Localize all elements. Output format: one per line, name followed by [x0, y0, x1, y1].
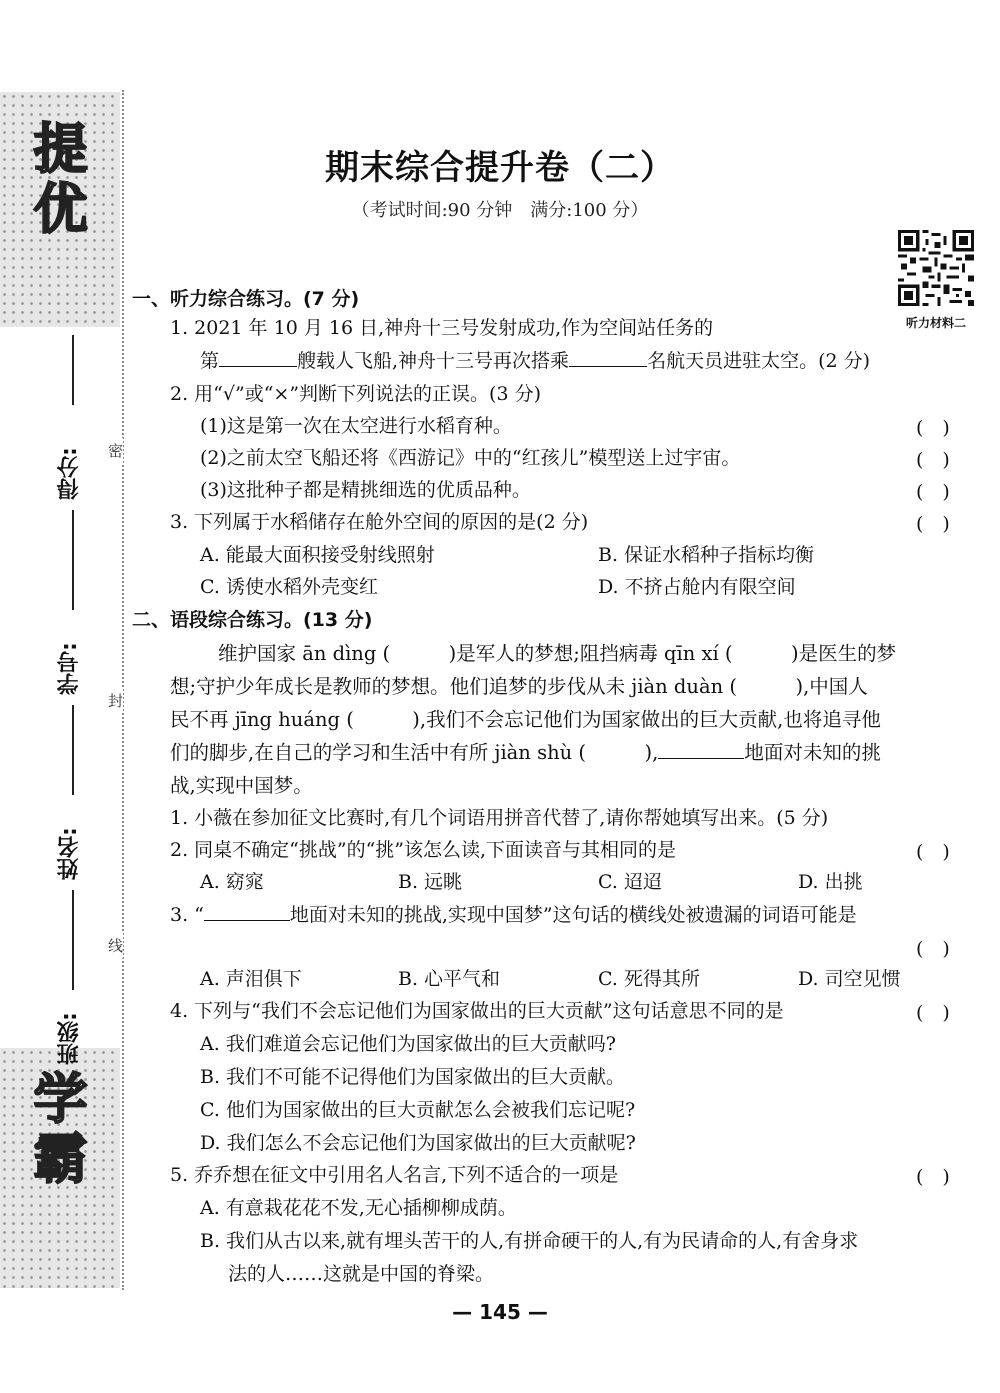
side-brand-bottom: 学霸: [25, 1070, 88, 1190]
s2-q5: 5. 乔乔想在征文中引用名人名言,下列不适合的一项是: [170, 1164, 619, 1186]
passage-line-2: 想;守护少年成长是教师的梦想。他们追梦的步伐从未 jiàn duàn ( ),中国人: [170, 675, 868, 698]
seal-mi: 密: [108, 438, 123, 463]
s2-q3-text-b: 地面对未知的挑战,实现中国梦”这句话的横线处被遗漏的词语可能是: [289, 904, 857, 926]
s2-q3-option-d[interactable]: D. 司空见惯: [798, 968, 901, 990]
s1-q2-2-answer[interactable]: ( ): [916, 449, 950, 471]
s1-q2: 2. 用“√”或“×”判断下列说法的正误。(3 分): [170, 383, 542, 405]
s2-q3-option-b[interactable]: B. 心平气和: [398, 968, 501, 990]
s2-q2-answer[interactable]: ( ): [916, 841, 950, 863]
s2-q3: [170, 902, 857, 928]
s2-q1: 1. 小薇在参加征文比赛时,有几个词语用拼音代替了,请你帮她填写出来。(5 分): [170, 807, 829, 829]
s2-q5-option-b-line1[interactable]: B. 我们从古以来,就有埋头苦干的人,有拼命硬干的人,有为民请命的人,有舍身求: [200, 1230, 859, 1252]
passage-line-4: [170, 740, 881, 766]
student-id-line[interactable]: [72, 705, 74, 795]
s1-q3-option-d[interactable]: D. 不挤占舱内有限空间: [598, 576, 796, 598]
s2-q2: 2. 同桌不确定“挑战”的“挑”该怎么读,下面读音与其相同的是: [170, 839, 677, 861]
s1-q1-line2: [200, 348, 870, 374]
passage-line-5: 战,实现中国梦。: [170, 774, 313, 797]
seal-xian: 线: [108, 933, 123, 958]
side-brand-top: 提优: [25, 120, 88, 240]
s1-q2-1-answer[interactable]: ( ): [916, 417, 950, 439]
s1-q3: 3. 下列属于水稻储存在舱外空间的原因的是(2 分): [170, 511, 589, 533]
s1-q3-option-a[interactable]: A. 能最大面积接受射线照射: [200, 544, 435, 566]
s1-q2-3-answer[interactable]: ( ): [916, 481, 950, 503]
s2-q4-option-a[interactable]: A. 我们难道会忘记他们为国家做出的巨大贡献吗?: [200, 1033, 616, 1055]
section-1-heading: 一、听力综合练习。(7 分): [132, 288, 360, 310]
s2-q2-option-c[interactable]: C. 迢迢: [598, 871, 662, 893]
section-2-heading: 二、语段综合练习。(13 分): [132, 609, 373, 631]
s1-q3-option-b[interactable]: B. 保证水稻种子指标均衡: [598, 544, 815, 566]
score-line[interactable]: [72, 510, 74, 610]
s2-q2-option-a[interactable]: A. 窈窕: [200, 871, 264, 893]
s1-q1-text-c: 名航天员进驻太空。(2 分): [647, 350, 871, 372]
passage-line-4-a: 们的脚步,在自己的学习和生活中有所 jiàn shù ( ),: [170, 741, 659, 764]
s2-q4-answer[interactable]: ( ): [916, 1002, 950, 1024]
passage-line-4-b: 地面对未知的挑: [744, 741, 881, 764]
s2-q5-answer[interactable]: ( ): [916, 1166, 950, 1188]
s1-q1-blank-1[interactable]: [219, 348, 297, 367]
s1-q2-item-2: (2)之前太空飞船还将《西游记》中的“红孩儿”模型送上过宇宙。: [200, 447, 741, 469]
side-rule: [72, 335, 74, 405]
s2-q4-option-b[interactable]: B. 我们不可能不记得他们为国家做出的巨大贡献。: [200, 1066, 626, 1088]
name-label: 姓名:: [57, 827, 82, 880]
s2-q3-text-a: 3. “: [170, 904, 204, 926]
s2-q4: 4. 下列与“我们不会忘记他们为国家做出的巨大贡献”这句话意思不同的是: [170, 1000, 784, 1022]
student-id-label: 学号:: [57, 642, 82, 695]
s2-q3-answer[interactable]: ( ): [916, 938, 950, 960]
s1-q3-option-c[interactable]: C. 诱使水稻外壳变红: [200, 576, 378, 598]
page-number: — 145 —: [452, 1300, 548, 1324]
s1-q1-blank-2[interactable]: [569, 348, 647, 367]
s2-q5-option-a[interactable]: A. 有意栽花花不发,无心插柳柳成荫。: [200, 1197, 517, 1219]
s2-q4-option-d[interactable]: D. 我们怎么不会忘记他们为国家做出的巨大贡献呢?: [200, 1132, 636, 1154]
s2-q3-option-a[interactable]: A. 声泪俱下: [200, 968, 302, 990]
s1-q2-item-1: (1)这是第一次在太空进行水稻育种。: [200, 415, 512, 437]
s1-q3-answer[interactable]: ( ): [916, 513, 950, 535]
s2-q3-blank[interactable]: [204, 902, 290, 921]
page-title: 期末综合提升卷（二）: [325, 148, 675, 188]
qr-code-icon[interactable]: [898, 230, 974, 306]
qr-caption: 听力材料二: [905, 316, 966, 330]
s2-q4-option-c[interactable]: C. 他们为国家做出的巨大贡献怎么会被我们忘记呢?: [200, 1099, 636, 1121]
s2-q2-option-d[interactable]: D. 出挑: [798, 871, 863, 893]
s2-q5-option-b-line2[interactable]: 法的人……这就是中国的脊梁。: [228, 1263, 495, 1285]
score-label: 得分:: [57, 447, 82, 500]
passage-blank[interactable]: [658, 740, 744, 759]
seal-feng: 封: [108, 688, 123, 713]
s1-q1-text-b: 艘载人飞船,神舟十三号再次搭乘: [297, 350, 570, 372]
s1-q1-line1: 1. 2021 年 10 月 16 日,神舟十三号发射成功,作为空间站任务的: [170, 317, 714, 339]
passage-line-3: 民不再 jīng huáng ( ),我们不会忘记他们为国家做出的巨大贡献,也将追寻他: [170, 708, 881, 731]
s2-q2-option-b[interactable]: B. 远眺: [398, 871, 463, 893]
exam-info: （考试时间:90 分钟 满分:100 分）: [351, 200, 649, 221]
s1-q1-text-a: 第: [200, 350, 220, 372]
s1-q2-item-3: (3)这批种子都是精挑细选的优质品种。: [200, 479, 531, 501]
name-line[interactable]: [72, 890, 74, 990]
s2-q3-option-c[interactable]: C. 死得其所: [598, 968, 700, 990]
passage-line-1: 维护国家 ān dìng ( )是军人的梦想;阻挡病毒 qīn xí ( )是医生的梦: [218, 642, 897, 665]
class-label: 班级:: [57, 1012, 82, 1065]
